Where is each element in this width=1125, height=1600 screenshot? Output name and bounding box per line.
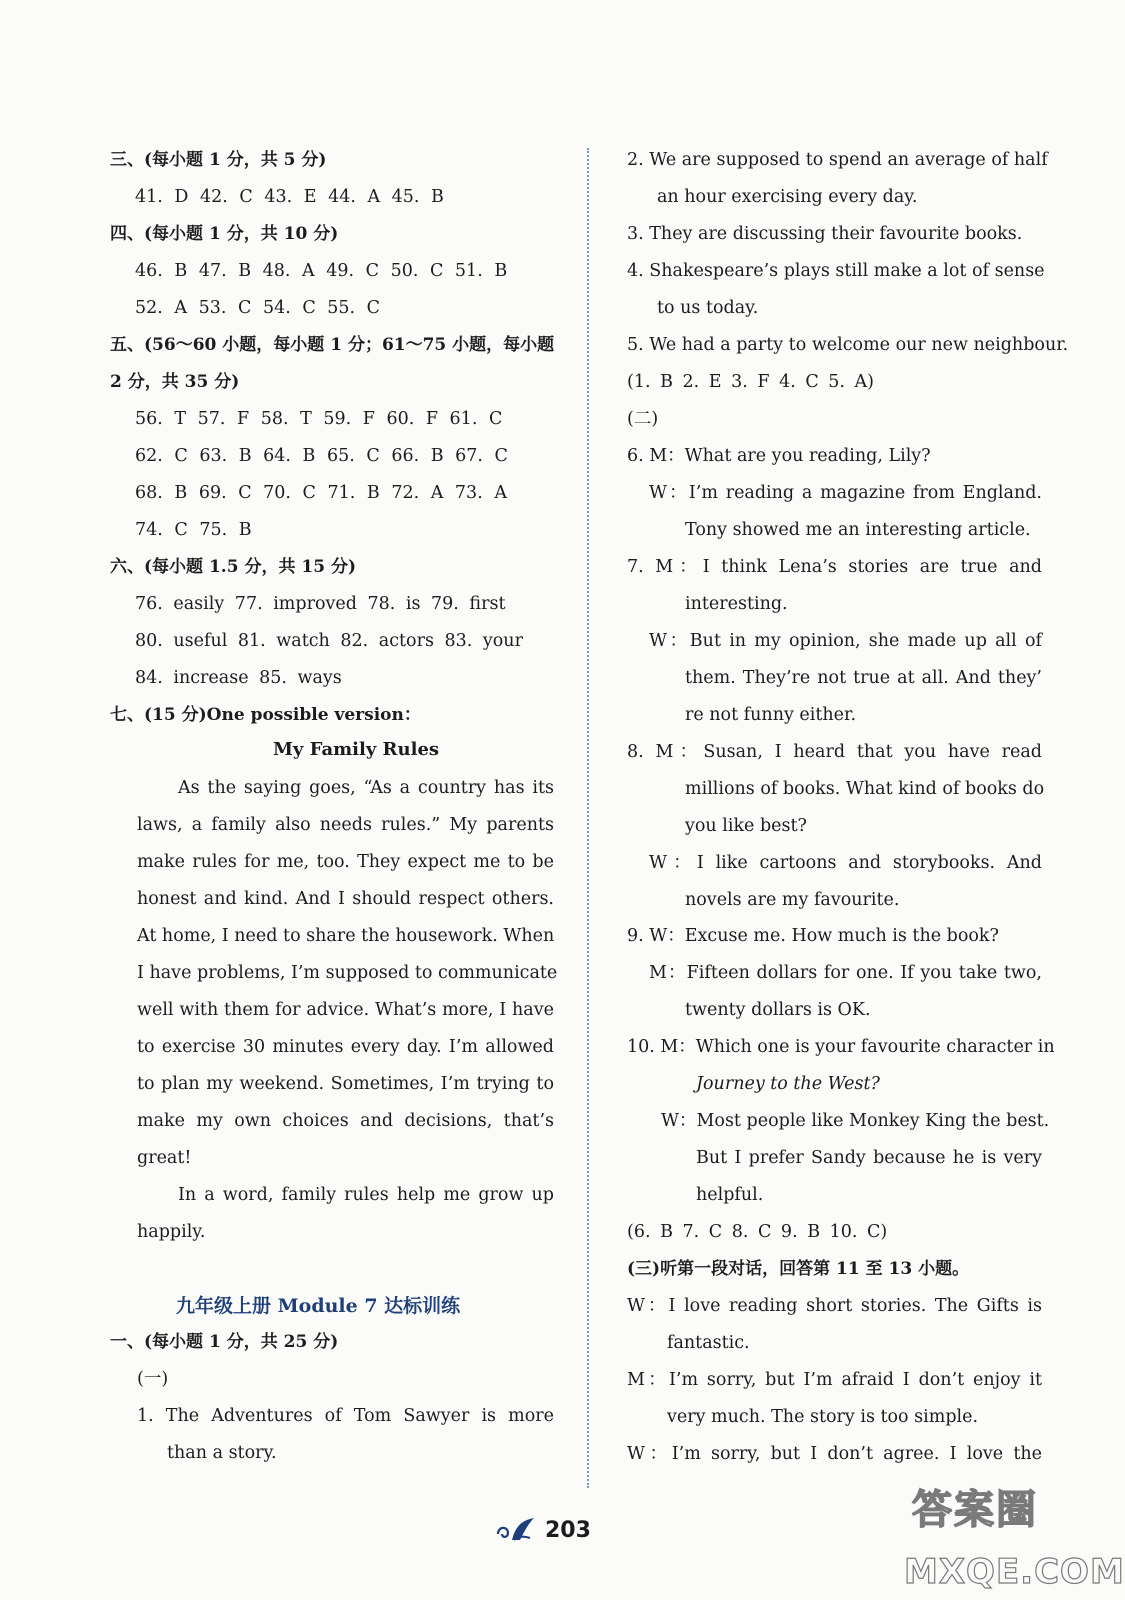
- q4-line-2: to us today.: [657, 298, 759, 318]
- q7-woman-line-3: re not funny either.: [685, 705, 857, 725]
- essay-line: honest and kind. And I should respect others.: [137, 889, 554, 909]
- q9-man-line-1: M：Fifteen dollars for one. If you take two,: [649, 963, 1042, 983]
- dialogue-man-line-2: very much. The story is too simple.: [667, 1407, 979, 1427]
- q7-woman-line-2: them. They’re not true at all. And they’: [685, 668, 1042, 688]
- q8-man-line-1: 8. M：Susan, I heard that you have read: [627, 742, 1042, 762]
- part-2-label: (二): [627, 409, 659, 429]
- essay-line: well with them for advice. What’s more, I have: [137, 1000, 554, 1020]
- essay-line: make my own choices and decisions, that’s: [137, 1111, 554, 1131]
- column-divider: [587, 148, 589, 1488]
- section-5-answers-row-1: 56. T 57. F 58. T 59. F 60. F 61. C: [135, 409, 503, 429]
- dialogue-man-line-1: M：I’m sorry, but I’m afraid I don’t enjoy it: [627, 1370, 1042, 1390]
- section-4-heading: 四、(每小题 1 分，共 10 分): [110, 224, 339, 244]
- swirl-logo-icon: [494, 1514, 538, 1544]
- essay-line: to plan my weekend. Sometimes, I’m trying to: [137, 1074, 554, 1094]
- section-6-heading: 六、(每小题 1.5 分，共 15 分): [110, 557, 356, 577]
- q8-man-line-2: millions of books. What kind of books do: [685, 779, 1045, 799]
- q6-man: 6. M：What are you reading, Lily?: [627, 446, 931, 466]
- section-5-heading-line-1: 五、(56～60 小题，每小题 1 分；61～75 小题，每小题: [110, 335, 555, 355]
- q2-line-2: an hour exercising every day.: [657, 187, 918, 207]
- essay-line: As the saying goes, “As a country has its: [178, 778, 554, 798]
- q6-woman-line-1: W：I’m reading a magazine from England.: [649, 483, 1042, 503]
- q2-line-1: 2. We are supposed to spend an average of half: [627, 150, 1048, 170]
- q6-woman-line-2: Tony showed me an interesting article.: [685, 520, 1031, 540]
- section-7-heading: 七、(15 分)One possible version：: [110, 705, 421, 725]
- module-title: 九年级上册 Module 7 达标训练: [176, 1295, 461, 1317]
- section-5-answers-row-4: 74. C 75. B: [135, 520, 252, 540]
- page-number: 203: [545, 1518, 591, 1543]
- section-6-answers-row-1: 76. easily 77. improved 78. is 79. first: [135, 594, 506, 614]
- q7-man-line-2: interesting.: [685, 594, 788, 614]
- q10-man-line-2: Journey to the West?: [696, 1074, 880, 1094]
- q1-line-1: 1. The Adventures of Tom Sawyer is more: [137, 1406, 554, 1426]
- q9-woman: 9. W：Excuse me. How much is the book?: [627, 926, 999, 946]
- section-5-answers-row-2: 62. C 63. B 64. B 65. C 66. B 67. C: [135, 446, 508, 466]
- section-6-answers-row-3: 84. increase 85. ways: [135, 668, 342, 688]
- q10-man-line-1: 10. M：Which one is your favourite character in: [627, 1037, 1055, 1057]
- essay-title: My Family Rules: [273, 739, 440, 760]
- q8-man-line-3: you like best?: [685, 816, 807, 836]
- answers-6-10: (6. B 7. C 8. C 9. B 10. C): [627, 1222, 888, 1242]
- section-5-answers-row-3: 68. B 69. C 70. C 71. B 72. A 73. A: [135, 483, 507, 503]
- section-4-answers-row-2: 52. A 53. C 54. C 55. C: [135, 298, 381, 318]
- q10-woman-line-1: W：Most people like Monkey King the best.: [661, 1111, 1050, 1131]
- dialogue-woman-line-2: fantastic.: [667, 1333, 750, 1353]
- section-3-heading: 三、(每小题 1 分，共 5 分): [110, 150, 327, 170]
- q4-line-1: 4. Shakespeare’s plays still make a lot of sense: [627, 261, 1045, 281]
- essay-line: laws, a family also needs rules.” My parents: [137, 815, 554, 835]
- q8-woman-line-2: novels are my favourite.: [685, 890, 900, 910]
- essay-line: make rules for me, too. They expect me to be: [137, 852, 554, 872]
- essay-line: At home, I need to share the housework. When: [137, 926, 555, 946]
- essay-line: to exercise 30 minutes every day. I’m allowed: [137, 1037, 554, 1057]
- answers-1-5: (1. B 2. E 3. F 4. C 5. A): [627, 372, 875, 392]
- essay-line: I have problems, I’m supposed to communicate: [137, 963, 558, 983]
- q10-woman-line-2: But I prefer Sandy because he is very: [696, 1148, 1042, 1168]
- watermark-logo-bottom: MXQE.COM: [904, 1552, 1125, 1592]
- q10-woman-line-3: helpful.: [696, 1185, 764, 1205]
- q7-woman-line-1: W：But in my opinion, she made up all of: [649, 631, 1042, 651]
- dialogue-woman-line-1: W：I love reading short stories. The Gifts is: [627, 1296, 1042, 1316]
- q8-woman-line-1: W：I like cartoons and storybooks. And: [649, 853, 1042, 873]
- part-3-heading: (三)听第一段对话，回答第 11 至 13 小题。: [627, 1259, 970, 1279]
- q9-man-line-2: twenty dollars is OK.: [685, 1000, 871, 1020]
- essay-line: In a word, family rules help me grow up: [178, 1185, 554, 1205]
- section-5-heading-line-2: 2 分，共 35 分): [110, 372, 240, 392]
- essay-line: great!: [137, 1148, 192, 1168]
- q1-line-2: than a story.: [167, 1443, 277, 1463]
- dialogue-woman-line-3: W：I’m sorry, but I don’t agree. I love the: [627, 1444, 1042, 1464]
- q5: 5. We had a party to welcome our new neighbour.: [627, 335, 1069, 355]
- q7-man-line-1: 7. M：I think Lena’s stories are true and: [627, 557, 1042, 577]
- section-1-heading: 一、(每小题 1 分，共 25 分): [110, 1332, 339, 1352]
- essay-line: happily.: [137, 1222, 206, 1242]
- section-3-answers: 41. D 42. C 43. E 44. A 45. B: [135, 187, 444, 207]
- section-6-answers-row-2: 80. useful 81. watch 82. actors 83. your: [135, 631, 523, 651]
- q3: 3. They are discussing their favourite books.: [627, 224, 1023, 244]
- section-4-answers-row-1: 46. B 47. B 48. A 49. C 50. C 51. B: [135, 261, 508, 281]
- watermark-logo-top: 答案圈: [912, 1487, 1038, 1533]
- part-1-label: (一): [137, 1369, 169, 1389]
